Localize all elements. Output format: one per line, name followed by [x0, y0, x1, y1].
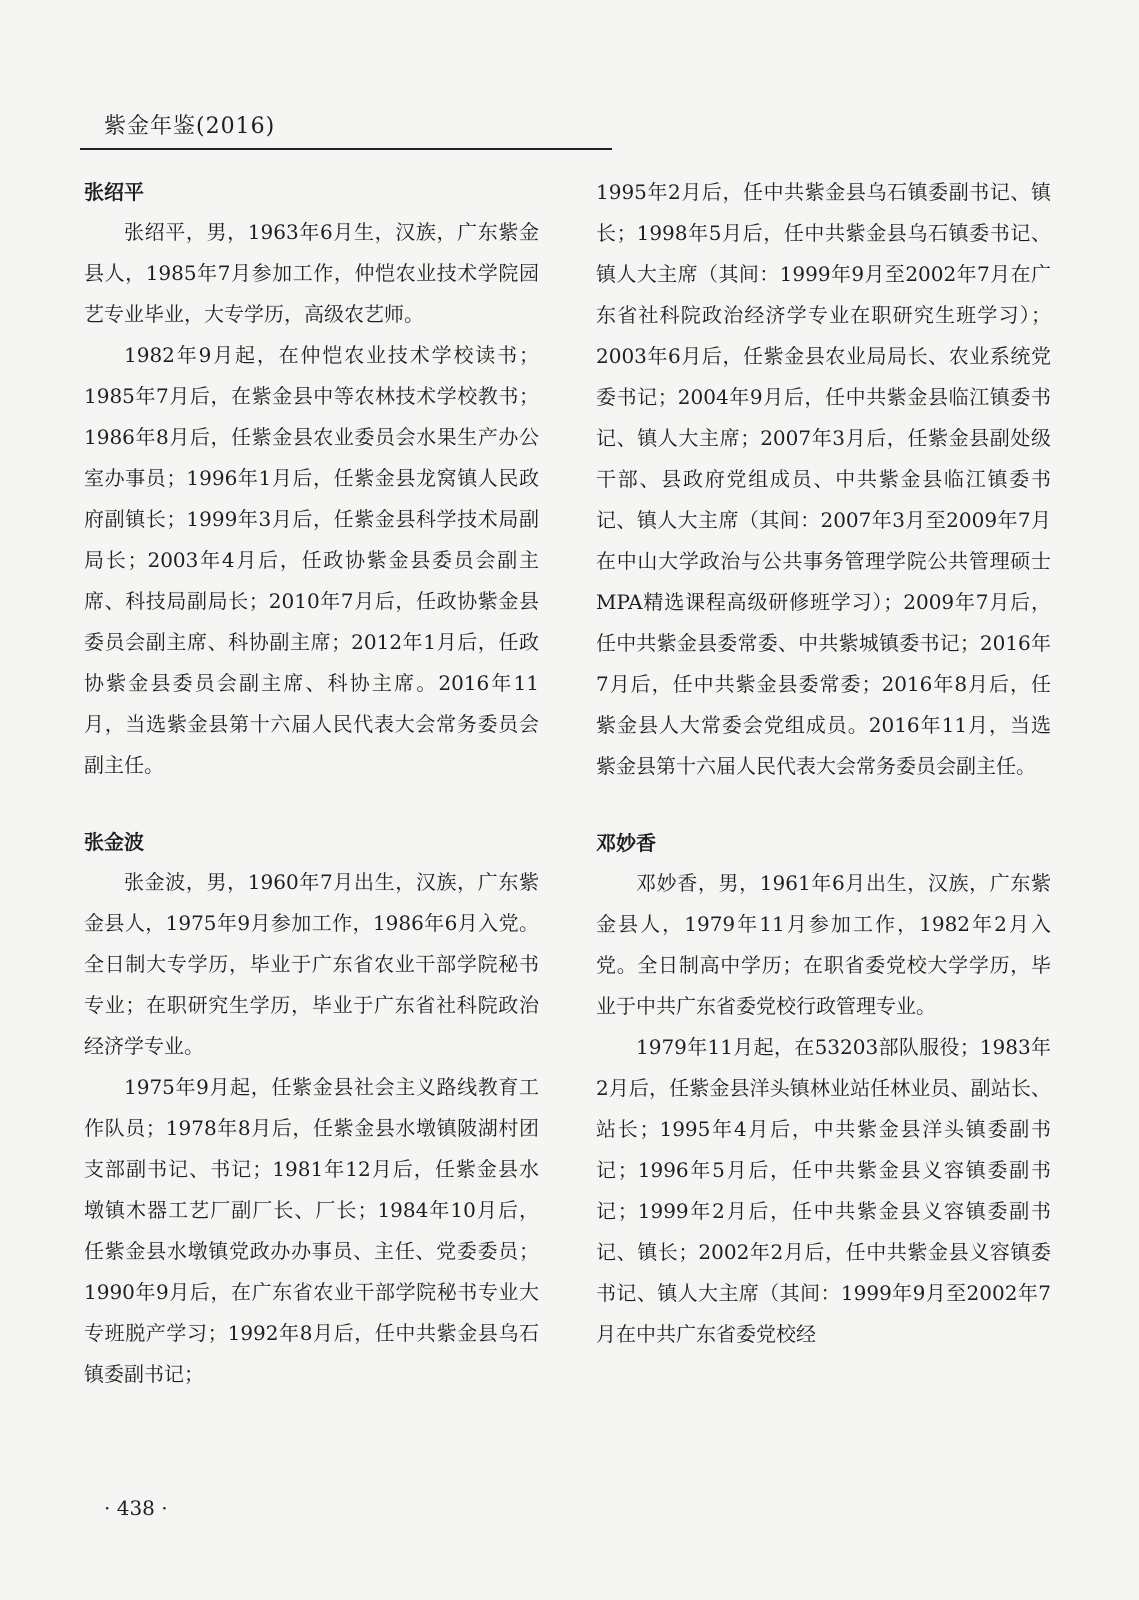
- right-column: [596, 172, 1051, 1391]
- profile-paragraph: 邓妙香，男，1961年6月出生，汉族，广东紫金县人，1979年11月参加工作，1982年2月入党。全日制高中学历；在职省委党校大学学历，毕业于中共广东省委党校行政管理专业。: [596, 871, 1051, 1018]
- profile-zhang-jinbo-continued: [596, 172, 1051, 787]
- profile-paragraph: 1982年9月起，在仲恺农业技术学校读书；1985年7月后，在紫金县中等农林技术学校教书；1986年8月后，任紫金县农业委员会水果生产办公室办事员；1996年1月后，任紫金县龙窝镇人民政府副镇长；1999年3月后，任紫金县科学技术局副局长；2003年4月后，任政协紫金县委员会副主席、科技局副局长；2010年7月后，任政协紫金县委员会副主席、科协副主席；2012年1月后，任政协紫金县委员会副主席、科协主席。2016年11月，当选紫金县第十六届人民代表大会常务委员会副主任。: [84, 343, 539, 777]
- profile-zhang-shaoping: [84, 172, 539, 786]
- profile-paragraph: 1979年11月起，在53203部队服役；1983年2月后，任紫金县洋头镇林业站任林业员、副站长、站长；1995年4月后，中共紫金县洋头镇委副书记；1996年5月后，任中共紫金县义容镇委副书记；1999年2月后，任中共紫金县义容镇委副书记、镇长；2002年2月后，任中共紫金县义容镇委书记、镇人大主席（其间：1999年9月至2002年7月在中共广东省委党校经: [596, 1035, 1051, 1346]
- left-column: [84, 172, 539, 1431]
- profile-name: 邓妙香: [596, 831, 656, 855]
- profile-paragraph: 张绍平，男，1963年6月生，汉族，广东紫金县人，1985年7月参加工作，仲恺农业技术学院园艺专业毕业，大专学历，高级农艺师。: [84, 220, 539, 326]
- profile-paragraph: 1975年9月起，任紫金县社会主义路线教育工作队员；1978年8月后，任紫金县水墩镇陂湖村团支部副书记、书记；1981年12月后，任紫金县水墩镇木器工艺厂副厂长、厂长；1984年10月后，任紫金县水墩镇党政办办事员、主任、党委委员；1990年9月后，在广东省农业干部学院秘书专业大专班脱产学习；1992年8月后，任中共紫金县乌石镇委副书记；: [84, 1075, 539, 1386]
- running-header: 紫金年鉴(2016): [104, 114, 276, 139]
- profile-paragraph-continued: 1995年2月后，任中共紫金县乌石镇委副书记、镇长；1998年5月后，任中共紫金县乌石镇委书记、镇人大主席（其间：1999年9月至2002年7月在广东省社科院政治经济学专业在职研究生班学习）；2003年6月后，任紫金县农业局局长、农业系统党委书记；2004年9月后，任中共紫金县临江镇委书记、镇人大主席；2007年3月后，任紫金县副处级干部、县政府党组成员、中共紫金县临江镇委书记、镇人大主席（其间：2007年3月至2009年7月在中山大学政治与公共事务管理学院公共管理硕士MPA精选课程高级研修班学习）；2009年7月后，任中共紫金县委常委、中共紫城镇委书记；2016年7月后，任中共紫金县委常委；2016年8月后，任紫金县人大常委会党组成员。2016年11月，当选紫金县第十六届人民代表大会常务委员会副主任。: [596, 180, 1051, 778]
- profile-zhang-jinbo: [84, 822, 539, 1395]
- profile-deng-miaoxiang: [596, 823, 1051, 1355]
- profile-paragraph: 张金波，男，1960年7月出生，汉族，广东紫金县人，1975年9月参加工作，1986年6月入党。全日制大专学历，毕业于广东省农业干部学院秘书专业；在职研究生学历，毕业于广东省社科院政治经济学专业。: [84, 870, 539, 1058]
- header-rule: [80, 148, 612, 150]
- profile-name: 张绍平: [84, 180, 144, 204]
- page-number: · 438 ·: [104, 1496, 168, 1520]
- profile-name: 张金波: [84, 830, 144, 854]
